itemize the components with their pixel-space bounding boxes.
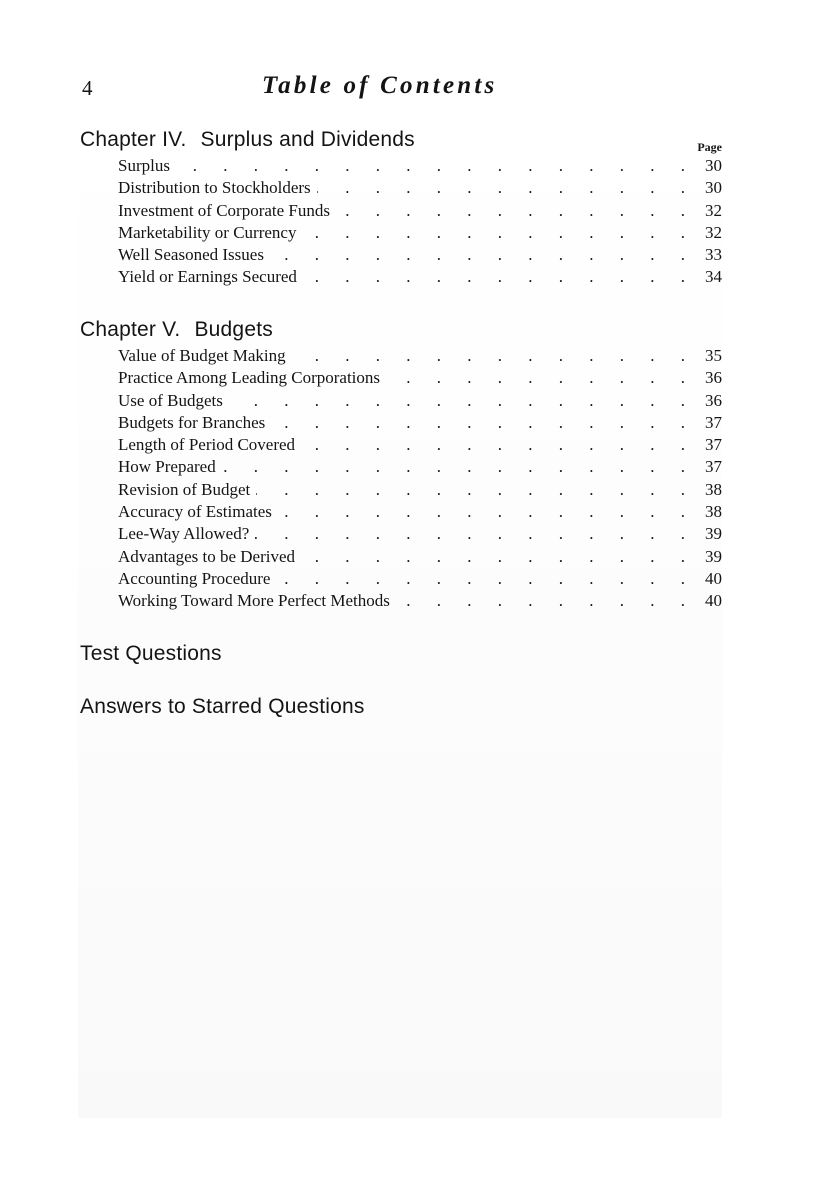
entry-title: Accuracy of Estimates — [118, 502, 272, 522]
toc-entry — [118, 502, 722, 524]
chapter-title: Budgets — [194, 318, 273, 341]
entry-page: 40 — [705, 591, 722, 611]
toc-entry — [118, 156, 722, 178]
entry-page: 39 — [705, 524, 722, 544]
entry-page: 32 — [705, 222, 722, 242]
answers-heading: Answers to Starred Questions — [80, 695, 365, 718]
entry-title: Advantages to be Derived — [118, 546, 296, 566]
chapter-heading — [80, 318, 722, 342]
chapter-iv-entries — [118, 156, 722, 290]
entry-page: 32 — [705, 200, 722, 220]
toc-entry — [118, 569, 722, 591]
entry-page: 30 — [705, 156, 722, 175]
entry-page: 33 — [705, 245, 722, 265]
entry-title: Distribution to Stockholders — [118, 178, 311, 198]
dot-leader — [292, 346, 696, 366]
toc-entry — [118, 524, 722, 546]
dot-leader — [386, 368, 696, 388]
toc-entry — [118, 413, 722, 435]
dot-leader — [302, 223, 696, 243]
test-questions-heading: Test Questions — [80, 642, 222, 665]
chapter-number: Chapter IV. — [80, 128, 187, 151]
entry-page: 36 — [705, 390, 722, 410]
dot-leader — [301, 435, 696, 455]
dot-leader — [396, 591, 696, 611]
entry-page: 37 — [705, 412, 722, 432]
toc-entry — [118, 178, 722, 200]
entry-title: Value of Budget Making — [118, 346, 286, 365]
toc-entry — [118, 346, 722, 368]
toc-entry — [118, 457, 722, 479]
entry-title: Practice Among Leading Corporations — [118, 368, 381, 388]
toc-entry — [118, 223, 722, 245]
entry-page: 35 — [705, 346, 722, 365]
dot-leader — [278, 502, 696, 522]
toc-entry — [118, 435, 722, 457]
entry-title: Revision of Budget — [118, 479, 251, 499]
page-number: 4 — [82, 76, 93, 100]
entry-title: How Prepared — [118, 457, 216, 477]
entry-page: 37 — [705, 435, 722, 455]
entry-page: 30 — [705, 178, 722, 198]
chapter-heading — [80, 128, 722, 152]
dot-leader — [270, 245, 696, 265]
chapter-title: Surplus and Dividends — [200, 128, 415, 151]
entry-title: Length of Period Covered — [118, 435, 296, 455]
toc-entry — [118, 547, 722, 569]
dot-leader — [222, 457, 696, 477]
entry-title: Investment of Corporate Funds — [118, 200, 330, 220]
entry-page: 38 — [705, 479, 722, 499]
dot-leader — [301, 547, 696, 567]
dot-leader — [317, 178, 696, 198]
entry-title: Marketability or Currency — [118, 222, 297, 242]
entry-title: Accounting Procedure — [118, 568, 271, 588]
toc-entry — [118, 201, 722, 223]
chapter-v-section — [80, 318, 722, 614]
dot-leader — [276, 569, 696, 589]
running-title: Table of Contents — [262, 72, 498, 99]
toc-entry — [118, 591, 722, 613]
dot-leader — [336, 201, 696, 221]
chapter-iv-section — [80, 128, 722, 290]
entry-page: 38 — [705, 502, 722, 522]
dot-leader — [271, 413, 696, 433]
dot-leader — [255, 524, 696, 544]
toc-entry — [118, 391, 722, 413]
entry-title: Lee-Way Allowed? — [118, 524, 250, 544]
entry-title: Yield or Earnings Secured — [118, 267, 297, 287]
entry-page: 34 — [705, 267, 722, 287]
dot-leader — [229, 391, 696, 411]
entry-page: 40 — [705, 568, 722, 588]
chapter-v-entries — [118, 346, 722, 614]
page-column-label: Page — [697, 140, 722, 154]
chapter-number: Chapter V. — [80, 318, 181, 341]
entry-page: 36 — [705, 368, 722, 388]
entry-page: 37 — [705, 457, 722, 477]
entry-title: Budgets for Branches — [118, 412, 266, 432]
toc-entry — [118, 368, 722, 390]
toc-entry — [118, 267, 722, 289]
dot-leader — [303, 267, 696, 287]
dot-leader — [256, 480, 696, 500]
entry-title: Use of Budgets — [118, 390, 223, 410]
entry-title: Working Toward More Perfect Methods — [118, 591, 390, 611]
entry-title: Well Seasoned Issues — [118, 245, 264, 265]
entry-page: 39 — [705, 546, 722, 566]
dot-leader — [176, 156, 696, 176]
toc-entry — [118, 480, 722, 502]
toc-entry — [118, 245, 722, 267]
entry-title: Surplus — [118, 156, 170, 175]
